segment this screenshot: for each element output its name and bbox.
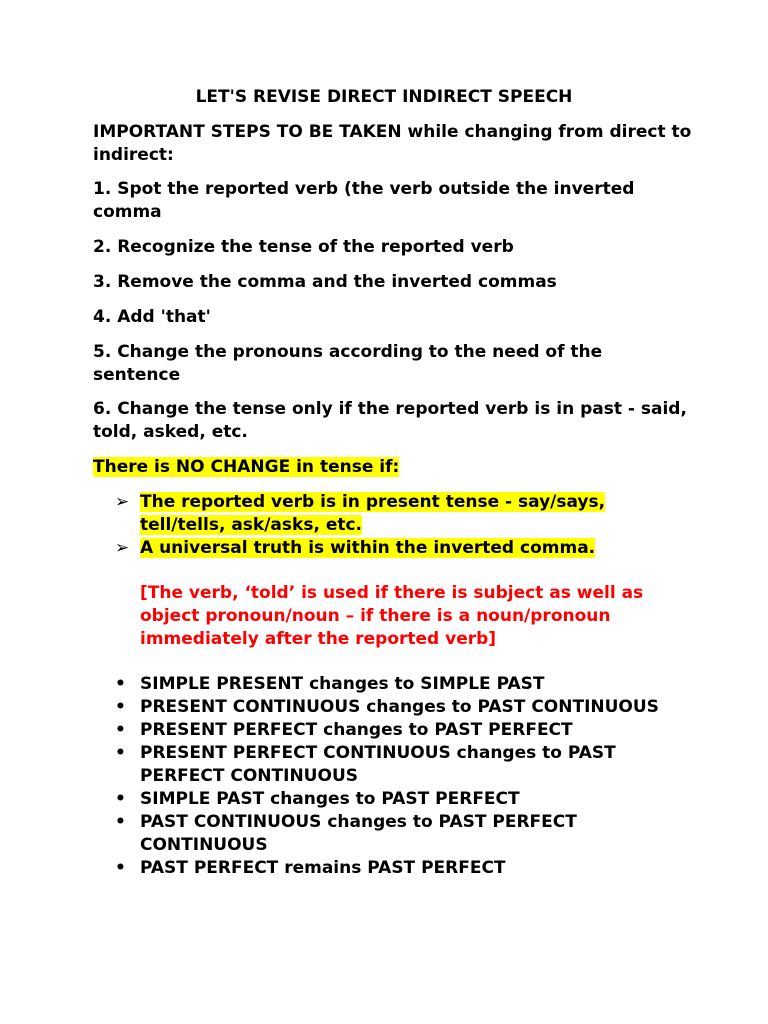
list-item [115,742,675,788]
bullet-icon: • [115,858,126,878]
page-title: LET'S REVISE DIRECT INDIRECT SPEECH [195,87,573,107]
step-2: 2. Recognize the tense of the reported verb [93,237,514,257]
bullet-icon: • [115,674,126,694]
list-item [115,788,675,811]
list-item-text: PRESENT CONTINUOUS changes to PAST CONTINUOUS [140,697,659,717]
no-change-item-text: A universal truth is within the inverted comma. [140,538,596,558]
step-1: 1. Spot the reported verb (the verb outside the inverted comma [93,179,635,222]
bullet-icon: • [115,697,126,717]
list-item-text: SIMPLE PAST changes to PAST PERFECT [140,789,520,809]
arrow-bullet-icon: ➢ [115,538,130,558]
step-4: 4. Add 'that' [93,307,211,327]
told-usage-note: [The verb, ‘told’ is used if there is subject as well as object pronoun/noun – if there is a noun/pronoun immediately after the reported verb] [140,583,644,649]
step-3: 3. Remove the comma and the inverted commas [93,272,557,292]
arrow-bullet-icon: ➢ [115,492,130,512]
no-change-item [115,537,675,560]
no-change-item-text: The reported verb is in present tense - say/says, tell/tells, ask/asks, etc. [140,492,606,535]
list-item [115,673,675,696]
tense-change-list [115,673,675,880]
bullet-icon: • [115,743,126,763]
list-item-text: PAST PERFECT remains PAST PERFECT [140,858,506,878]
list-item-text: SIMPLE PRESENT changes to SIMPLE PAST [140,674,545,694]
bullet-icon: • [115,720,126,740]
intro-paragraph: IMPORTANT STEPS TO BE TAKEN while changing from direct to indirect: [93,122,692,165]
list-item-text: PAST CONTINUOUS changes to PAST PERFECT CONTINUOUS [140,812,577,855]
list-item-text: PRESENT PERFECT CONTINUOUS changes to PAST PERFECT CONTINUOUS [140,743,616,786]
list-item [115,696,675,719]
list-item [115,719,675,742]
step-6: 6. Change the tense only if the reported verb is in past - said, told, asked, etc. [93,399,687,442]
no-change-item [115,491,675,537]
no-change-heading-text: There is NO CHANGE in tense if: [93,457,400,477]
list-item-text: PRESENT PERFECT changes to PAST PERFECT [140,720,573,740]
list-item [115,811,675,857]
bullet-icon: • [115,812,126,832]
bullet-icon: • [115,789,126,809]
step-5: 5. Change the pronouns according to the need of the sentence [93,342,603,385]
no-change-heading [93,456,693,479]
list-item [115,857,675,880]
